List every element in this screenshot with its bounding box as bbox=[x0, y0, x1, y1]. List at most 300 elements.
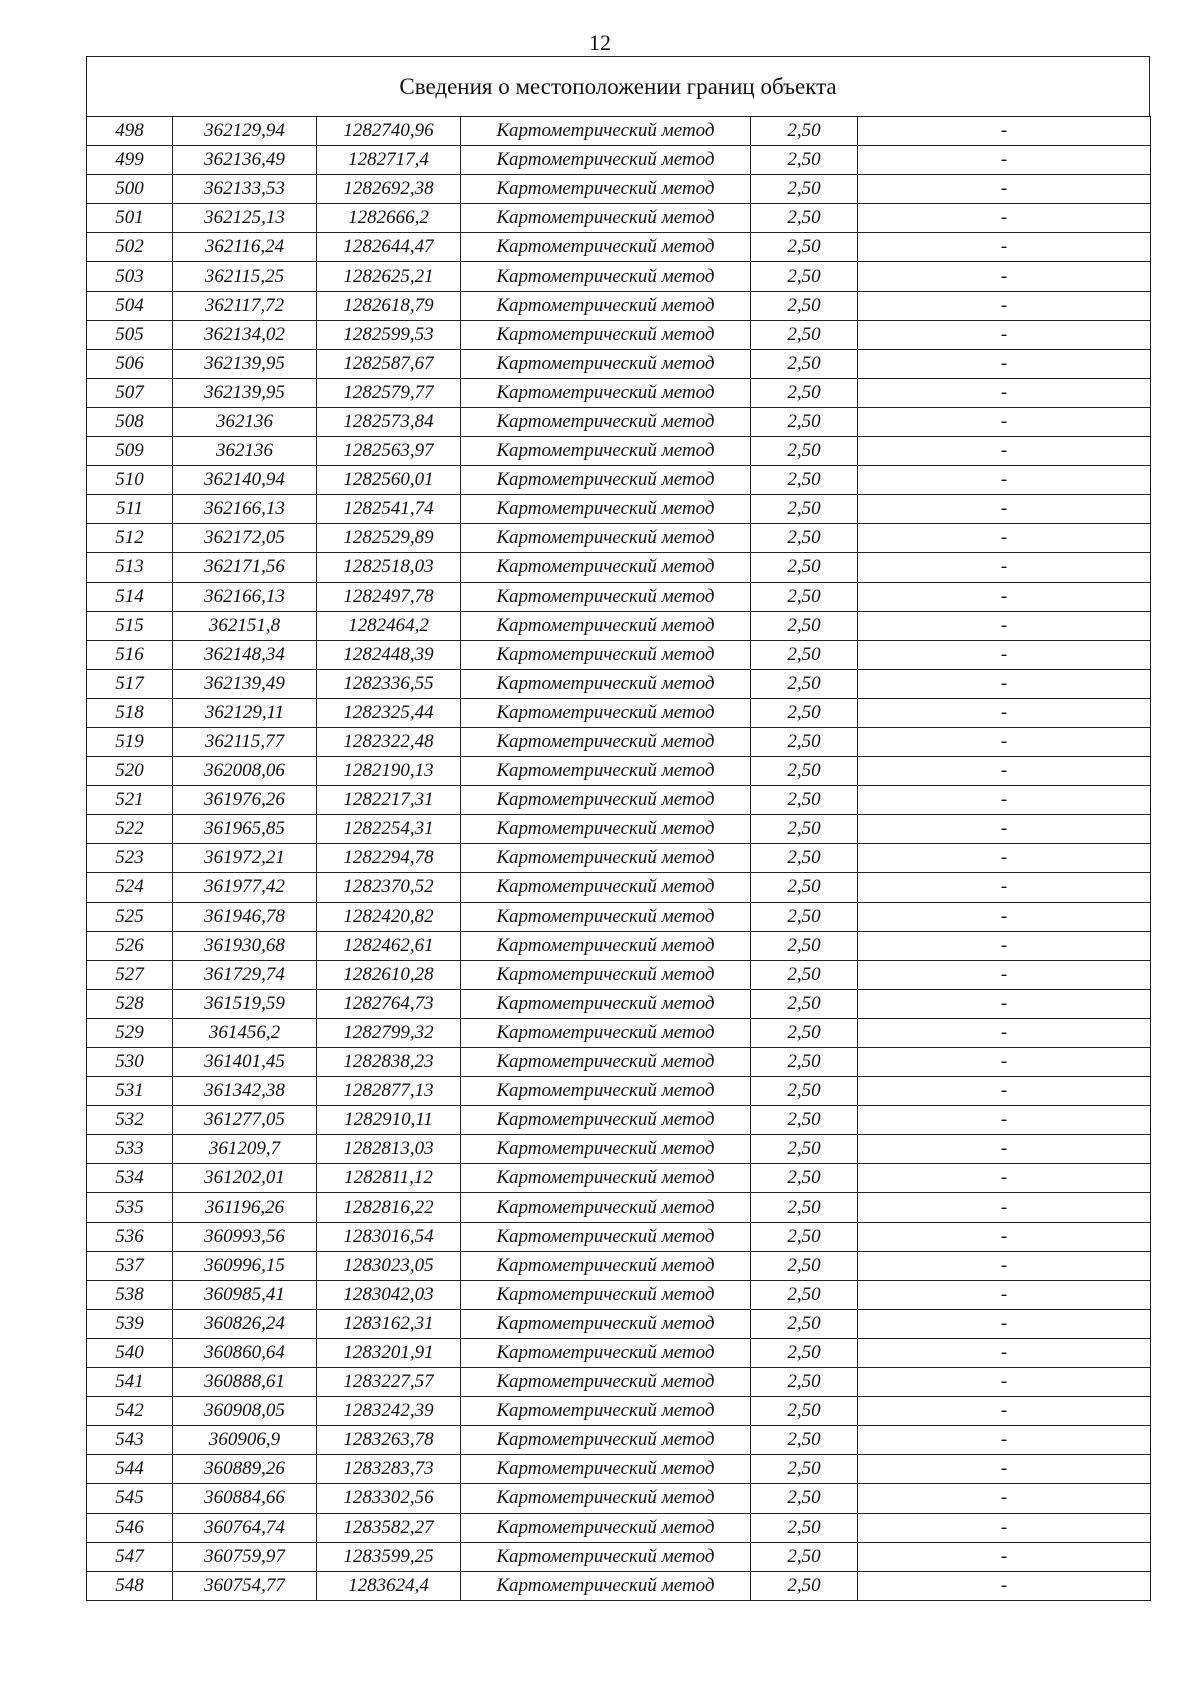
table-row bbox=[87, 698, 1151, 727]
point-number-cell: 532 bbox=[87, 1106, 173, 1135]
method-cell: Картометрический метод bbox=[461, 1193, 751, 1222]
table-row bbox=[87, 989, 1151, 1018]
table-row bbox=[87, 1135, 1151, 1164]
method-cell: Картометрический метод bbox=[461, 1484, 751, 1513]
point-number-cell: 526 bbox=[87, 931, 173, 960]
method-cell: Картометрический метод bbox=[461, 960, 751, 989]
x-coordinate-cell: 362139,95 bbox=[173, 349, 317, 378]
y-coordinate-cell: 1282322,48 bbox=[317, 727, 461, 756]
accuracy-cell: 2,50 bbox=[751, 786, 858, 815]
accuracy-cell: 2,50 bbox=[751, 1048, 858, 1077]
method-cell: Картометрический метод bbox=[461, 931, 751, 960]
accuracy-cell: 2,50 bbox=[751, 262, 858, 291]
x-coordinate-cell: 360884,66 bbox=[173, 1484, 317, 1513]
table-row bbox=[87, 1571, 1151, 1600]
accuracy-cell: 2,50 bbox=[751, 1164, 858, 1193]
accuracy-cell: 2,50 bbox=[751, 844, 858, 873]
description-cell: - bbox=[858, 698, 1151, 727]
table-row bbox=[87, 960, 1151, 989]
accuracy-cell: 2,50 bbox=[751, 1426, 858, 1455]
point-number-cell: 499 bbox=[87, 146, 173, 175]
x-coordinate-cell: 361401,45 bbox=[173, 1048, 317, 1077]
table-row bbox=[87, 1426, 1151, 1455]
description-cell: - bbox=[858, 815, 1151, 844]
point-number-cell: 506 bbox=[87, 349, 173, 378]
x-coordinate-cell: 360889,26 bbox=[173, 1455, 317, 1484]
accuracy-cell: 2,50 bbox=[751, 466, 858, 495]
x-coordinate-cell: 361965,85 bbox=[173, 815, 317, 844]
accuracy-cell: 2,50 bbox=[751, 1077, 858, 1106]
table-row bbox=[87, 407, 1151, 436]
y-coordinate-cell: 1282420,82 bbox=[317, 902, 461, 931]
point-number-cell: 539 bbox=[87, 1309, 173, 1338]
point-number-cell: 511 bbox=[87, 495, 173, 524]
table-row bbox=[87, 349, 1151, 378]
x-coordinate-cell: 361202,01 bbox=[173, 1164, 317, 1193]
point-number-cell: 521 bbox=[87, 786, 173, 815]
description-cell: - bbox=[858, 1135, 1151, 1164]
accuracy-cell: 2,50 bbox=[751, 320, 858, 349]
y-coordinate-cell: 1282370,52 bbox=[317, 873, 461, 902]
description-cell: - bbox=[858, 931, 1151, 960]
method-cell: Картометрический метод bbox=[461, 1251, 751, 1280]
method-cell: Картометрический метод bbox=[461, 1018, 751, 1047]
accuracy-cell: 2,50 bbox=[751, 495, 858, 524]
point-number-cell: 500 bbox=[87, 175, 173, 204]
method-cell: Картометрический метод bbox=[461, 698, 751, 727]
accuracy-cell: 2,50 bbox=[751, 1018, 858, 1047]
point-number-cell: 533 bbox=[87, 1135, 173, 1164]
table-row bbox=[87, 291, 1151, 320]
method-cell: Картометрический метод bbox=[461, 146, 751, 175]
table-row bbox=[87, 1048, 1151, 1077]
point-number-cell: 518 bbox=[87, 698, 173, 727]
description-cell: - bbox=[858, 640, 1151, 669]
table-row bbox=[87, 495, 1151, 524]
description-cell: - bbox=[858, 378, 1151, 407]
accuracy-cell: 2,50 bbox=[751, 931, 858, 960]
y-coordinate-cell: 1282541,74 bbox=[317, 495, 461, 524]
point-number-cell: 538 bbox=[87, 1280, 173, 1309]
table-row bbox=[87, 1309, 1151, 1338]
table-row bbox=[87, 844, 1151, 873]
method-cell: Картометрический метод bbox=[461, 349, 751, 378]
y-coordinate-cell: 1282579,77 bbox=[317, 378, 461, 407]
method-cell: Картометрический метод bbox=[461, 989, 751, 1018]
point-number-cell: 512 bbox=[87, 524, 173, 553]
accuracy-cell: 2,50 bbox=[751, 873, 858, 902]
table-row bbox=[87, 117, 1151, 146]
method-cell: Картометрический метод bbox=[461, 1426, 751, 1455]
accuracy-cell: 2,50 bbox=[751, 378, 858, 407]
description-cell: - bbox=[858, 902, 1151, 931]
accuracy-cell: 2,50 bbox=[751, 1338, 858, 1367]
x-coordinate-cell: 362129,94 bbox=[173, 117, 317, 146]
description-cell: - bbox=[858, 1048, 1151, 1077]
y-coordinate-cell: 1282764,73 bbox=[317, 989, 461, 1018]
description-cell: - bbox=[858, 1164, 1151, 1193]
accuracy-cell: 2,50 bbox=[751, 698, 858, 727]
x-coordinate-cell: 361972,21 bbox=[173, 844, 317, 873]
table-row bbox=[87, 1542, 1151, 1571]
point-number-cell: 517 bbox=[87, 669, 173, 698]
table-row bbox=[87, 175, 1151, 204]
description-cell: - bbox=[858, 407, 1151, 436]
accuracy-cell: 2,50 bbox=[751, 291, 858, 320]
accuracy-cell: 2,50 bbox=[751, 1309, 858, 1338]
point-number-cell: 528 bbox=[87, 989, 173, 1018]
y-coordinate-cell: 1282692,38 bbox=[317, 175, 461, 204]
description-cell: - bbox=[858, 1280, 1151, 1309]
table-row bbox=[87, 1368, 1151, 1397]
table-row bbox=[87, 233, 1151, 262]
accuracy-cell: 2,50 bbox=[751, 1106, 858, 1135]
table-row bbox=[87, 1484, 1151, 1513]
y-coordinate-cell: 1282816,22 bbox=[317, 1193, 461, 1222]
accuracy-cell: 2,50 bbox=[751, 611, 858, 640]
point-number-cell: 540 bbox=[87, 1338, 173, 1367]
table-row bbox=[87, 1251, 1151, 1280]
table-row bbox=[87, 902, 1151, 931]
method-cell: Картометрический метод bbox=[461, 1397, 751, 1426]
y-coordinate-cell: 1282813,03 bbox=[317, 1135, 461, 1164]
description-cell: - bbox=[858, 233, 1151, 262]
method-cell: Картометрический метод bbox=[461, 1571, 751, 1600]
y-coordinate-cell: 1282717,4 bbox=[317, 146, 461, 175]
y-coordinate-cell: 1282325,44 bbox=[317, 698, 461, 727]
point-number-cell: 502 bbox=[87, 233, 173, 262]
table-row bbox=[87, 815, 1151, 844]
y-coordinate-cell: 1282799,32 bbox=[317, 1018, 461, 1047]
y-coordinate-cell: 1282462,61 bbox=[317, 931, 461, 960]
table-row bbox=[87, 378, 1151, 407]
accuracy-cell: 2,50 bbox=[751, 960, 858, 989]
description-cell: - bbox=[858, 1542, 1151, 1571]
accuracy-cell: 2,50 bbox=[751, 1571, 858, 1600]
method-cell: Картометрический метод bbox=[461, 815, 751, 844]
table-body bbox=[87, 117, 1151, 1601]
method-cell: Картометрический метод bbox=[461, 1542, 751, 1571]
description-cell: - bbox=[858, 1222, 1151, 1251]
point-number-cell: 507 bbox=[87, 378, 173, 407]
description-cell: - bbox=[858, 1106, 1151, 1135]
description-cell: - bbox=[858, 553, 1151, 582]
description-cell: - bbox=[858, 960, 1151, 989]
table-row bbox=[87, 931, 1151, 960]
boundary-points-table bbox=[86, 116, 1151, 1601]
table-row bbox=[87, 1397, 1151, 1426]
method-cell: Картометрический метод bbox=[461, 495, 751, 524]
accuracy-cell: 2,50 bbox=[751, 1484, 858, 1513]
accuracy-cell: 2,50 bbox=[751, 757, 858, 786]
x-coordinate-cell: 360754,77 bbox=[173, 1571, 317, 1600]
accuracy-cell: 2,50 bbox=[751, 1222, 858, 1251]
method-cell: Картометрический метод bbox=[461, 524, 751, 553]
point-number-cell: 548 bbox=[87, 1571, 173, 1600]
description-cell: - bbox=[858, 1455, 1151, 1484]
method-cell: Картометрический метод bbox=[461, 844, 751, 873]
y-coordinate-cell: 1282254,31 bbox=[317, 815, 461, 844]
accuracy-cell: 2,50 bbox=[751, 437, 858, 466]
table-row bbox=[87, 1077, 1151, 1106]
table-row bbox=[87, 1222, 1151, 1251]
x-coordinate-cell: 361209,7 bbox=[173, 1135, 317, 1164]
y-coordinate-cell: 1282610,28 bbox=[317, 960, 461, 989]
accuracy-cell: 2,50 bbox=[751, 349, 858, 378]
method-cell: Картометрический метод bbox=[461, 640, 751, 669]
table-row bbox=[87, 1338, 1151, 1367]
method-cell: Картометрический метод bbox=[461, 233, 751, 262]
description-cell: - bbox=[858, 1338, 1151, 1367]
y-coordinate-cell: 1282497,78 bbox=[317, 582, 461, 611]
table-row bbox=[87, 757, 1151, 786]
accuracy-cell: 2,50 bbox=[751, 640, 858, 669]
description-cell: - bbox=[858, 582, 1151, 611]
y-coordinate-cell: 1282877,13 bbox=[317, 1077, 461, 1106]
x-coordinate-cell: 362125,13 bbox=[173, 204, 317, 233]
method-cell: Картометрический метод bbox=[461, 1135, 751, 1164]
table-row bbox=[87, 262, 1151, 291]
method-cell: Картометрический метод bbox=[461, 873, 751, 902]
table-row bbox=[87, 466, 1151, 495]
method-cell: Картометрический метод bbox=[461, 262, 751, 291]
point-number-cell: 520 bbox=[87, 757, 173, 786]
description-cell: - bbox=[858, 117, 1151, 146]
x-coordinate-cell: 361946,78 bbox=[173, 902, 317, 931]
x-coordinate-cell: 362136 bbox=[173, 407, 317, 436]
x-coordinate-cell: 360888,61 bbox=[173, 1368, 317, 1397]
description-cell: - bbox=[858, 1484, 1151, 1513]
point-number-cell: 519 bbox=[87, 727, 173, 756]
description-cell: - bbox=[858, 1077, 1151, 1106]
point-number-cell: 527 bbox=[87, 960, 173, 989]
point-number-cell: 509 bbox=[87, 437, 173, 466]
description-cell: - bbox=[858, 291, 1151, 320]
table-row bbox=[87, 1018, 1151, 1047]
method-cell: Картометрический метод bbox=[461, 1164, 751, 1193]
point-number-cell: 498 bbox=[87, 117, 173, 146]
description-cell: - bbox=[858, 1193, 1151, 1222]
accuracy-cell: 2,50 bbox=[751, 669, 858, 698]
description-cell: - bbox=[858, 669, 1151, 698]
method-cell: Картометрический метод bbox=[461, 1368, 751, 1397]
method-cell: Картометрический метод bbox=[461, 117, 751, 146]
method-cell: Картометрический метод bbox=[461, 1309, 751, 1338]
description-cell: - bbox=[858, 495, 1151, 524]
method-cell: Картометрический метод bbox=[461, 902, 751, 931]
description-cell: - bbox=[858, 437, 1151, 466]
accuracy-cell: 2,50 bbox=[751, 553, 858, 582]
y-coordinate-cell: 1283599,25 bbox=[317, 1542, 461, 1571]
description-cell: - bbox=[858, 844, 1151, 873]
accuracy-cell: 2,50 bbox=[751, 1542, 858, 1571]
accuracy-cell: 2,50 bbox=[751, 524, 858, 553]
table-row bbox=[87, 640, 1151, 669]
description-cell: - bbox=[858, 611, 1151, 640]
x-coordinate-cell: 361456,2 bbox=[173, 1018, 317, 1047]
x-coordinate-cell: 361977,42 bbox=[173, 873, 317, 902]
point-number-cell: 530 bbox=[87, 1048, 173, 1077]
x-coordinate-cell: 362139,49 bbox=[173, 669, 317, 698]
y-coordinate-cell: 1282190,13 bbox=[317, 757, 461, 786]
point-number-cell: 524 bbox=[87, 873, 173, 902]
table-row bbox=[87, 1106, 1151, 1135]
description-cell: - bbox=[858, 1251, 1151, 1280]
x-coordinate-cell: 362136 bbox=[173, 437, 317, 466]
point-number-cell: 501 bbox=[87, 204, 173, 233]
table-row bbox=[87, 1513, 1151, 1542]
x-coordinate-cell: 360996,15 bbox=[173, 1251, 317, 1280]
method-cell: Картометрический метод bbox=[461, 437, 751, 466]
accuracy-cell: 2,50 bbox=[751, 233, 858, 262]
table-row bbox=[87, 1280, 1151, 1309]
table-row bbox=[87, 204, 1151, 233]
table-row bbox=[87, 1193, 1151, 1222]
table-row bbox=[87, 786, 1151, 815]
x-coordinate-cell: 362166,13 bbox=[173, 582, 317, 611]
method-cell: Картометрический метод bbox=[461, 378, 751, 407]
x-coordinate-cell: 361277,05 bbox=[173, 1106, 317, 1135]
accuracy-cell: 2,50 bbox=[751, 1455, 858, 1484]
x-coordinate-cell: 362136,49 bbox=[173, 146, 317, 175]
x-coordinate-cell: 362139,95 bbox=[173, 378, 317, 407]
point-number-cell: 546 bbox=[87, 1513, 173, 1542]
x-coordinate-cell: 360826,24 bbox=[173, 1309, 317, 1338]
description-cell: - bbox=[858, 1571, 1151, 1600]
x-coordinate-cell: 362133,53 bbox=[173, 175, 317, 204]
x-coordinate-cell: 362172,05 bbox=[173, 524, 317, 553]
y-coordinate-cell: 1282217,31 bbox=[317, 786, 461, 815]
table-row bbox=[87, 873, 1151, 902]
x-coordinate-cell: 360906,9 bbox=[173, 1426, 317, 1455]
description-cell: - bbox=[858, 757, 1151, 786]
accuracy-cell: 2,50 bbox=[751, 1280, 858, 1309]
method-cell: Картометрический метод bbox=[461, 582, 751, 611]
table-row bbox=[87, 1455, 1151, 1484]
y-coordinate-cell: 1282625,21 bbox=[317, 262, 461, 291]
method-cell: Картометрический метод bbox=[461, 611, 751, 640]
x-coordinate-cell: 362116,24 bbox=[173, 233, 317, 262]
y-coordinate-cell: 1283263,78 bbox=[317, 1426, 461, 1455]
x-coordinate-cell: 362115,77 bbox=[173, 727, 317, 756]
accuracy-cell: 2,50 bbox=[751, 1368, 858, 1397]
x-coordinate-cell: 361196,26 bbox=[173, 1193, 317, 1222]
y-coordinate-cell: 1282587,67 bbox=[317, 349, 461, 378]
accuracy-cell: 2,50 bbox=[751, 204, 858, 233]
y-coordinate-cell: 1283016,54 bbox=[317, 1222, 461, 1251]
y-coordinate-cell: 1282336,55 bbox=[317, 669, 461, 698]
method-cell: Картометрический метод bbox=[461, 1338, 751, 1367]
boundary-table-sheet bbox=[86, 56, 1150, 1601]
y-coordinate-cell: 1283201,91 bbox=[317, 1338, 461, 1367]
accuracy-cell: 2,50 bbox=[751, 582, 858, 611]
accuracy-cell: 2,50 bbox=[751, 146, 858, 175]
accuracy-cell: 2,50 bbox=[751, 175, 858, 204]
point-number-cell: 529 bbox=[87, 1018, 173, 1047]
y-coordinate-cell: 1282910,11 bbox=[317, 1106, 461, 1135]
point-number-cell: 505 bbox=[87, 320, 173, 349]
method-cell: Картометрический метод bbox=[461, 1048, 751, 1077]
description-cell: - bbox=[858, 524, 1151, 553]
x-coordinate-cell: 360759,97 bbox=[173, 1542, 317, 1571]
y-coordinate-cell: 1282740,96 bbox=[317, 117, 461, 146]
description-cell: - bbox=[858, 1397, 1151, 1426]
method-cell: Картометрический метод bbox=[461, 204, 751, 233]
point-number-cell: 544 bbox=[87, 1455, 173, 1484]
point-number-cell: 537 bbox=[87, 1251, 173, 1280]
point-number-cell: 545 bbox=[87, 1484, 173, 1513]
x-coordinate-cell: 361729,74 bbox=[173, 960, 317, 989]
accuracy-cell: 2,50 bbox=[751, 902, 858, 931]
y-coordinate-cell: 1283042,03 bbox=[317, 1280, 461, 1309]
description-cell: - bbox=[858, 727, 1151, 756]
accuracy-cell: 2,50 bbox=[751, 989, 858, 1018]
y-coordinate-cell: 1283023,05 bbox=[317, 1251, 461, 1280]
point-number-cell: 525 bbox=[87, 902, 173, 931]
method-cell: Картометрический метод bbox=[461, 320, 751, 349]
table-row bbox=[87, 582, 1151, 611]
method-cell: Картометрический метод bbox=[461, 175, 751, 204]
y-coordinate-cell: 1282448,39 bbox=[317, 640, 461, 669]
y-coordinate-cell: 1282599,53 bbox=[317, 320, 461, 349]
table-row bbox=[87, 669, 1151, 698]
description-cell: - bbox=[858, 1018, 1151, 1047]
x-coordinate-cell: 362117,72 bbox=[173, 291, 317, 320]
table-row bbox=[87, 553, 1151, 582]
y-coordinate-cell: 1283227,57 bbox=[317, 1368, 461, 1397]
point-number-cell: 513 bbox=[87, 553, 173, 582]
x-coordinate-cell: 362140,94 bbox=[173, 466, 317, 495]
y-coordinate-cell: 1283302,56 bbox=[317, 1484, 461, 1513]
y-coordinate-cell: 1282560,01 bbox=[317, 466, 461, 495]
x-coordinate-cell: 362115,25 bbox=[173, 262, 317, 291]
x-coordinate-cell: 361930,68 bbox=[173, 931, 317, 960]
description-cell: - bbox=[858, 349, 1151, 378]
y-coordinate-cell: 1282838,23 bbox=[317, 1048, 461, 1077]
table-row bbox=[87, 727, 1151, 756]
description-cell: - bbox=[858, 873, 1151, 902]
y-coordinate-cell: 1283283,73 bbox=[317, 1455, 461, 1484]
method-cell: Картометрический метод bbox=[461, 786, 751, 815]
method-cell: Картометрический метод bbox=[461, 1077, 751, 1106]
method-cell: Картометрический метод bbox=[461, 1513, 751, 1542]
x-coordinate-cell: 360908,05 bbox=[173, 1397, 317, 1426]
description-cell: - bbox=[858, 1513, 1151, 1542]
description-cell: - bbox=[858, 1309, 1151, 1338]
section-title: Сведения о местоположении границ объекта bbox=[86, 56, 1150, 116]
point-number-cell: 503 bbox=[87, 262, 173, 291]
table-row bbox=[87, 320, 1151, 349]
description-cell: - bbox=[858, 989, 1151, 1018]
x-coordinate-cell: 362008,06 bbox=[173, 757, 317, 786]
point-number-cell: 523 bbox=[87, 844, 173, 873]
y-coordinate-cell: 1282811,12 bbox=[317, 1164, 461, 1193]
y-coordinate-cell: 1282294,78 bbox=[317, 844, 461, 873]
x-coordinate-cell: 362171,56 bbox=[173, 553, 317, 582]
point-number-cell: 534 bbox=[87, 1164, 173, 1193]
accuracy-cell: 2,50 bbox=[751, 815, 858, 844]
point-number-cell: 542 bbox=[87, 1397, 173, 1426]
accuracy-cell: 2,50 bbox=[751, 1135, 858, 1164]
point-number-cell: 522 bbox=[87, 815, 173, 844]
method-cell: Картометрический метод bbox=[461, 407, 751, 436]
description-cell: - bbox=[858, 466, 1151, 495]
description-cell: - bbox=[858, 262, 1151, 291]
description-cell: - bbox=[858, 786, 1151, 815]
accuracy-cell: 2,50 bbox=[751, 727, 858, 756]
accuracy-cell: 2,50 bbox=[751, 1193, 858, 1222]
accuracy-cell: 2,50 bbox=[751, 407, 858, 436]
